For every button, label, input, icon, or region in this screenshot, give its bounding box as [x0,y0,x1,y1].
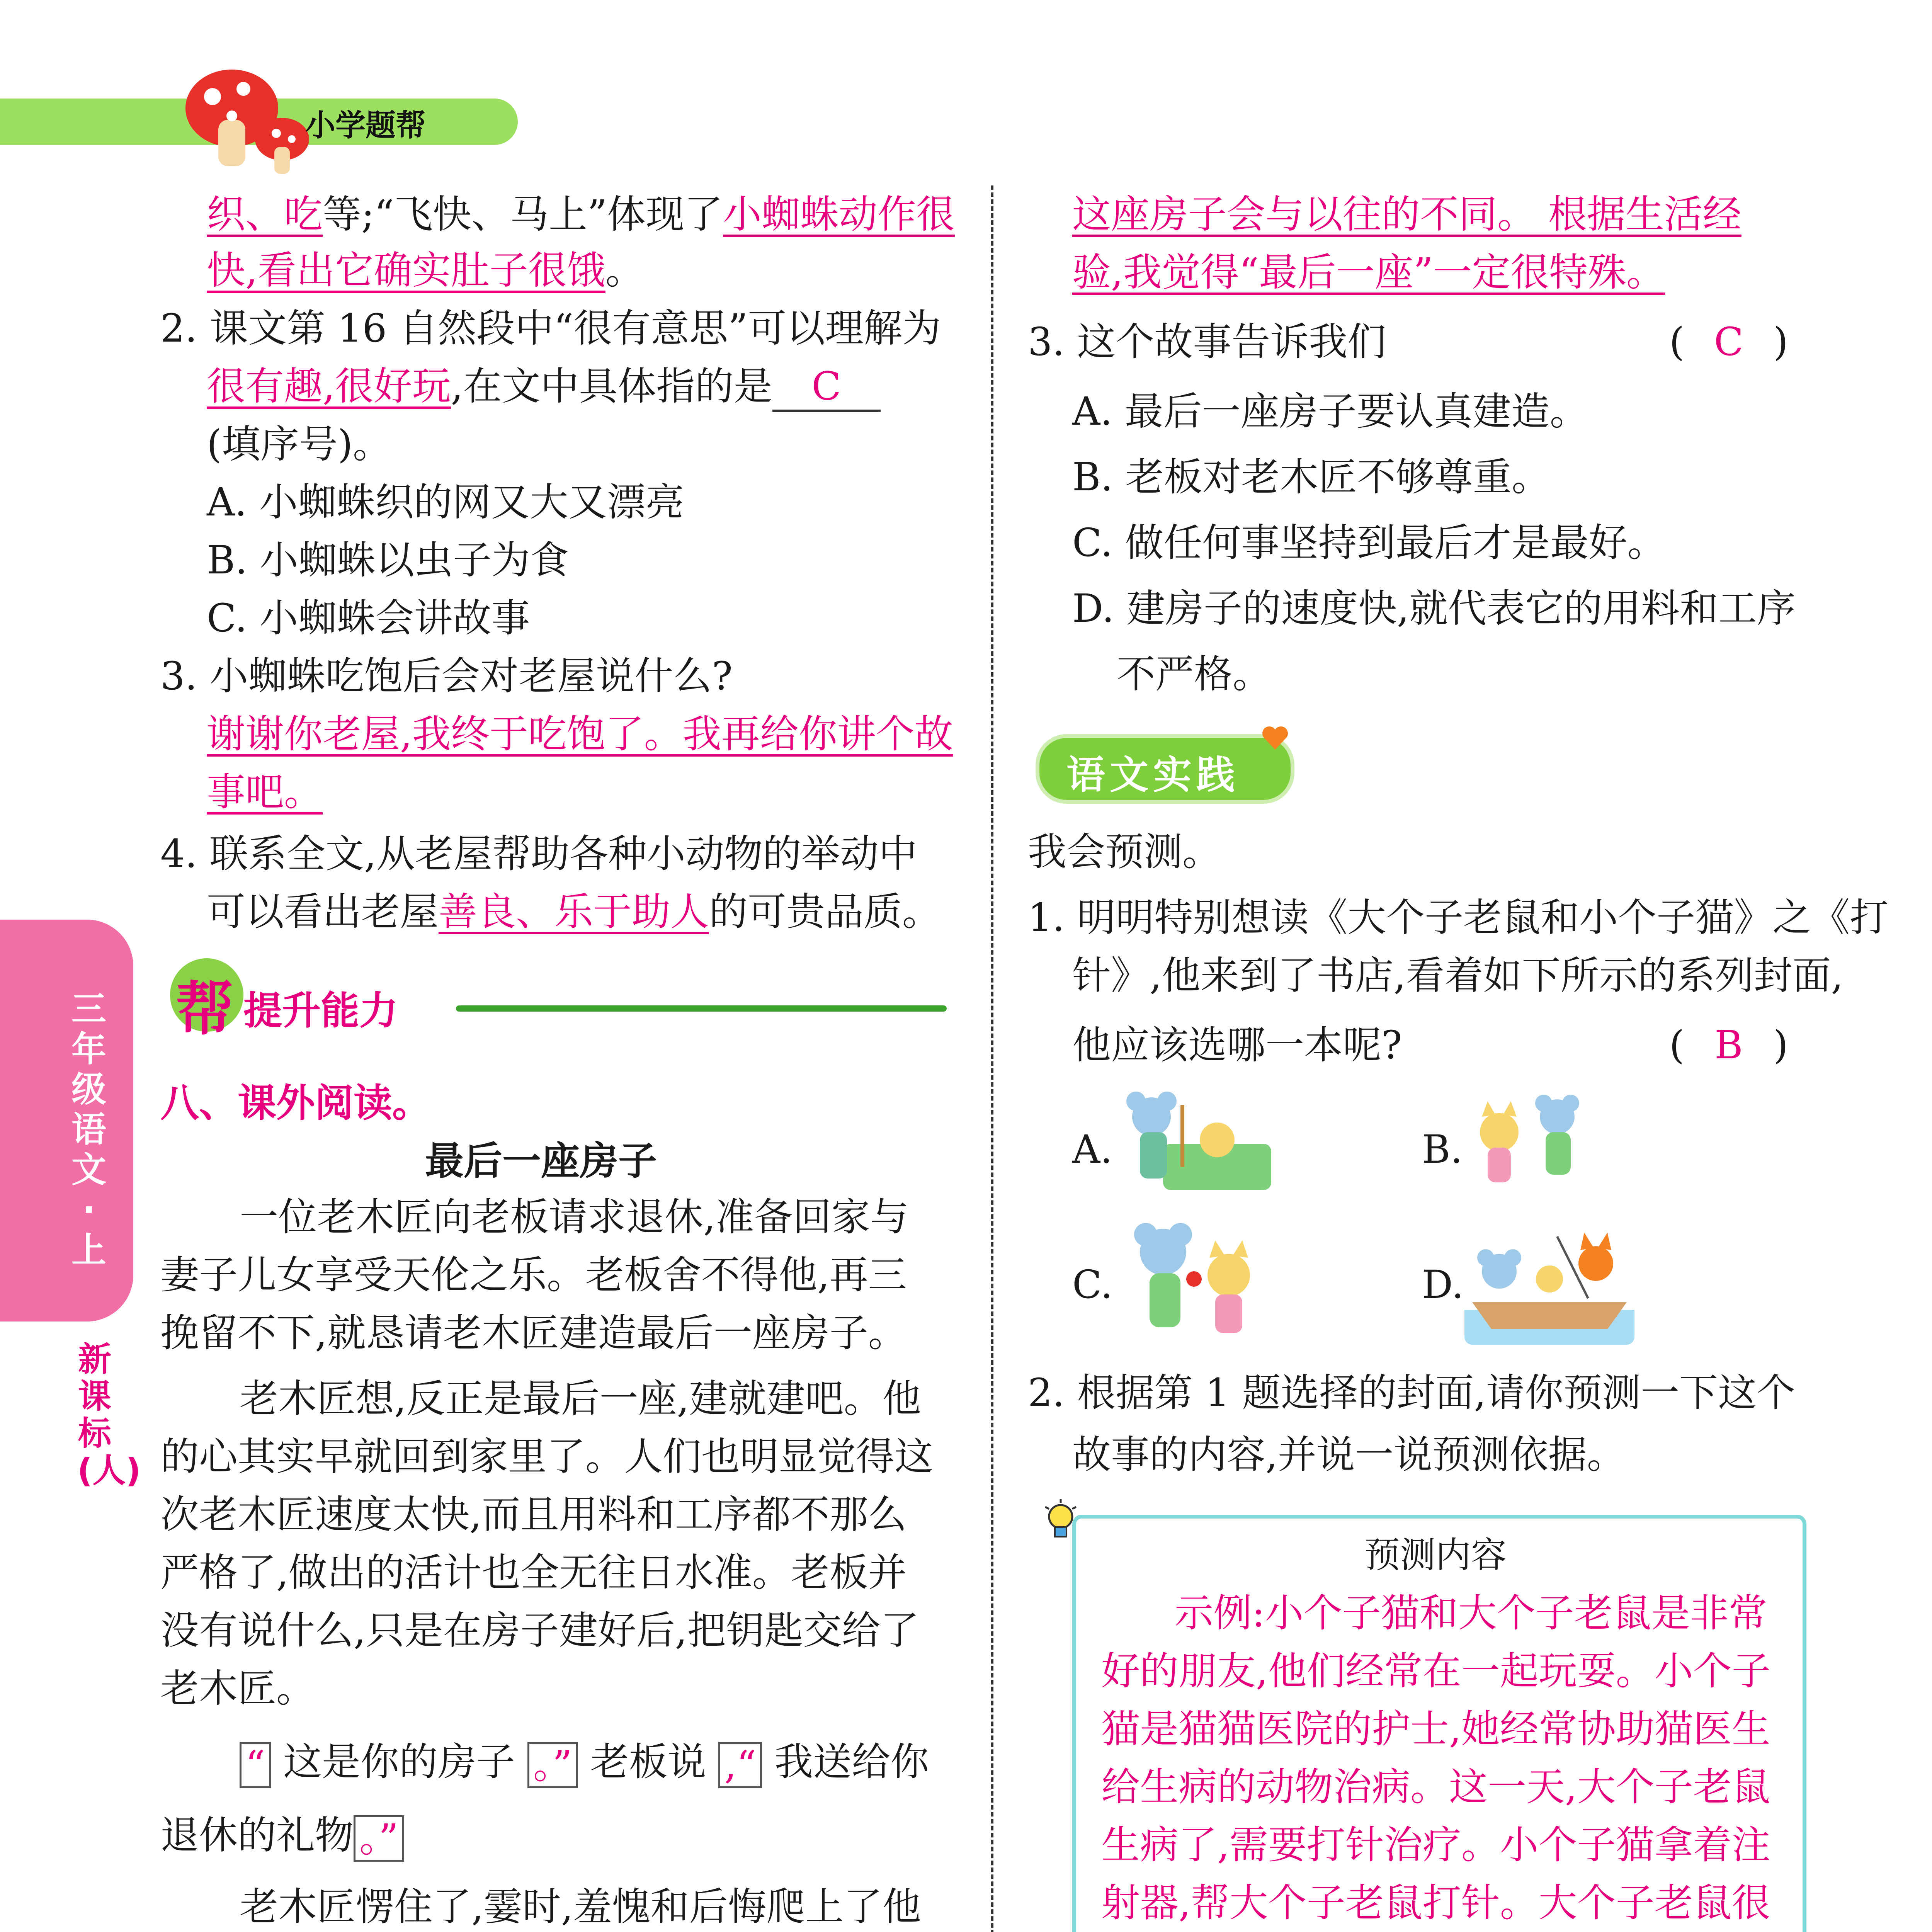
box-line: 示例:小个子猫和大个子老鼠是非常 [1175,1590,1767,1636]
answer-line: 事吧。 [207,769,323,815]
text-line: 织、吃等;“飞快、马上”体现了小蜘蛛动作很 [207,192,955,237]
option-b: B. 小蜘蛛以虫子为食 [207,537,569,583]
cover-c-image [1117,1221,1271,1345]
text-line: 他应该选哪一本呢? [1072,1022,1402,1068]
question-3: 3. 这个故事告诉我们 [1028,319,1386,364]
paragraph-line: 老木匠愣住了,霎时,羞愧和后悔爬上了他 [240,1884,921,1929]
paragraph-line: 妻子儿女享受天伦之乐。老板舍不得他,再三 [160,1252,907,1298]
text-line: 快,看出它确实肚子很饿。 [207,248,644,293]
side-tab [0,920,133,1321]
grade-label: 三年级语文·上 [71,989,106,1270]
punct-box: ,“ [718,1742,762,1788]
predict-intro: 我会预测。 [1028,829,1221,874]
edition-label: 新课标(人) [77,1340,141,1490]
paragraph-line: 一位老木匠向老板请求退休,准备回家与 [240,1194,909,1240]
paragraph-line: 挽留不下,就恳请老木匠建造最后一座房子。 [160,1310,907,1355]
answer-line: 谢谢你老屋,我终于吃饱了。我再给你讲个故 [207,711,953,757]
cover-b-image [1464,1090,1596,1202]
cover-label-a: A. [1072,1127,1113,1172]
option-b: B. 老板对老木匠不够尊重。 [1072,454,1551,500]
predict-question-2: 2. 根据第 1 题选择的封面,请你预测一下这个 [1028,1370,1796,1415]
paragraph-line: 没有说什么,只是在房子建好后,把钥匙交给了 [160,1608,919,1653]
brand-title: 小学题帮 [305,108,426,143]
answer-paren: ( C ) [1669,319,1789,364]
paragraph-line: 退休的礼物 。” [160,1806,404,1864]
cover-a-image [1117,1090,1279,1202]
box-line: 猫是猫猫医院的护士,她经常协助猫医生 [1101,1706,1770,1752]
answer-paren: ( B ) [1669,1022,1789,1068]
box-line: 生病了,需要打针治疗。小个子猫拿着注 [1101,1822,1770,1867]
paragraph-line: 的心其实早就回到家里了。人们也明显觉得这 [160,1434,933,1479]
option-c: C. 小蜘蛛会讲故事 [207,595,530,641]
paragraph-line: “ 这是你的房子 。” 老板说 ,“ 我送给你 [240,1733,929,1791]
answer-line: 这座房子会与以往的不同。 根据生活经 [1072,192,1742,237]
section-title: 提升能力 [243,988,398,1033]
practice-title: 语文实践 [1066,752,1240,798]
paragraph-line: 老木匠想,反正是最后一座,建就建吧。他 [240,1376,921,1421]
box-line: 给生病的动物治病。这一天,大个子老鼠 [1101,1764,1770,1810]
column-divider [991,185,993,1932]
section-badge-text: 帮 [176,976,234,1043]
heart-icon [1260,723,1291,753]
mushroom-icon [182,62,313,178]
option-c: C. 做任何事坚持到最后才是最好。 [1072,520,1666,565]
cover-d-image [1464,1221,1634,1345]
cover-label-c: C. [1072,1262,1113,1307]
text-line: (填序号)。 [207,422,392,467]
text-line: 不严格。 [1117,651,1271,697]
text-line: 故事的内容,并说一说预测依据。 [1072,1432,1626,1477]
paragraph-line: 严格了,做出的活计也全无往日水准。老板并 [160,1550,907,1595]
option-d: D. 建房子的速度快,就代表它的用料和工序 [1072,586,1796,631]
text-line: 可以看出老屋善良、乐于助人的可贵品质。 [207,889,941,934]
box-line: 射器,帮大个子老鼠打针。大个子老鼠很 [1101,1880,1770,1925]
paragraph-line: 次老木匠速度太快,而且用料和工序都不那么 [160,1492,907,1537]
cover-label-b: B. [1422,1127,1463,1172]
box-line: 好的朋友,他们经常在一起玩耍。小个子 [1101,1648,1770,1694]
answer-line: 验,我觉得“最后一座”一定很特殊。 [1072,250,1665,295]
question-4: 4. 联系全文,从老屋帮助各种小动物的举动中 [160,831,917,876]
text-line: 针》,他来到了书店,看着如下所示的系列封面, [1072,953,1844,998]
text-line: 很有趣,很好玩,在文中具体指的是 C [207,357,881,415]
option-a: A. 最后一座房子要认真建造。 [1072,389,1588,434]
paragraph-line: 老木匠。 [160,1666,315,1711]
punct-box: 。” [527,1742,578,1788]
section-underline [456,1005,947,1012]
question-3: 3. 小蜘蛛吃饱后会对老屋说什么? [160,653,733,699]
punct-box: 。” [354,1815,404,1862]
predict-question-1: 1. 明明特别想读《大个子老鼠和小个子猫》之《打 [1028,895,1889,940]
punct-box: “ [240,1742,271,1788]
section-eight: 八、课外阅读。 [160,1080,431,1126]
box-title: 预测内容 [1364,1534,1507,1576]
option-a: A. 小蜘蛛织的网又大又漂亮 [207,480,684,525]
cover-label-d: D. [1422,1262,1464,1307]
question-2: 2. 课文第 16 自然段中“很有意思”可以理解为 [160,306,941,351]
story-title: 最后一座房子 [425,1138,657,1184]
answer-blank: C [772,363,881,412]
